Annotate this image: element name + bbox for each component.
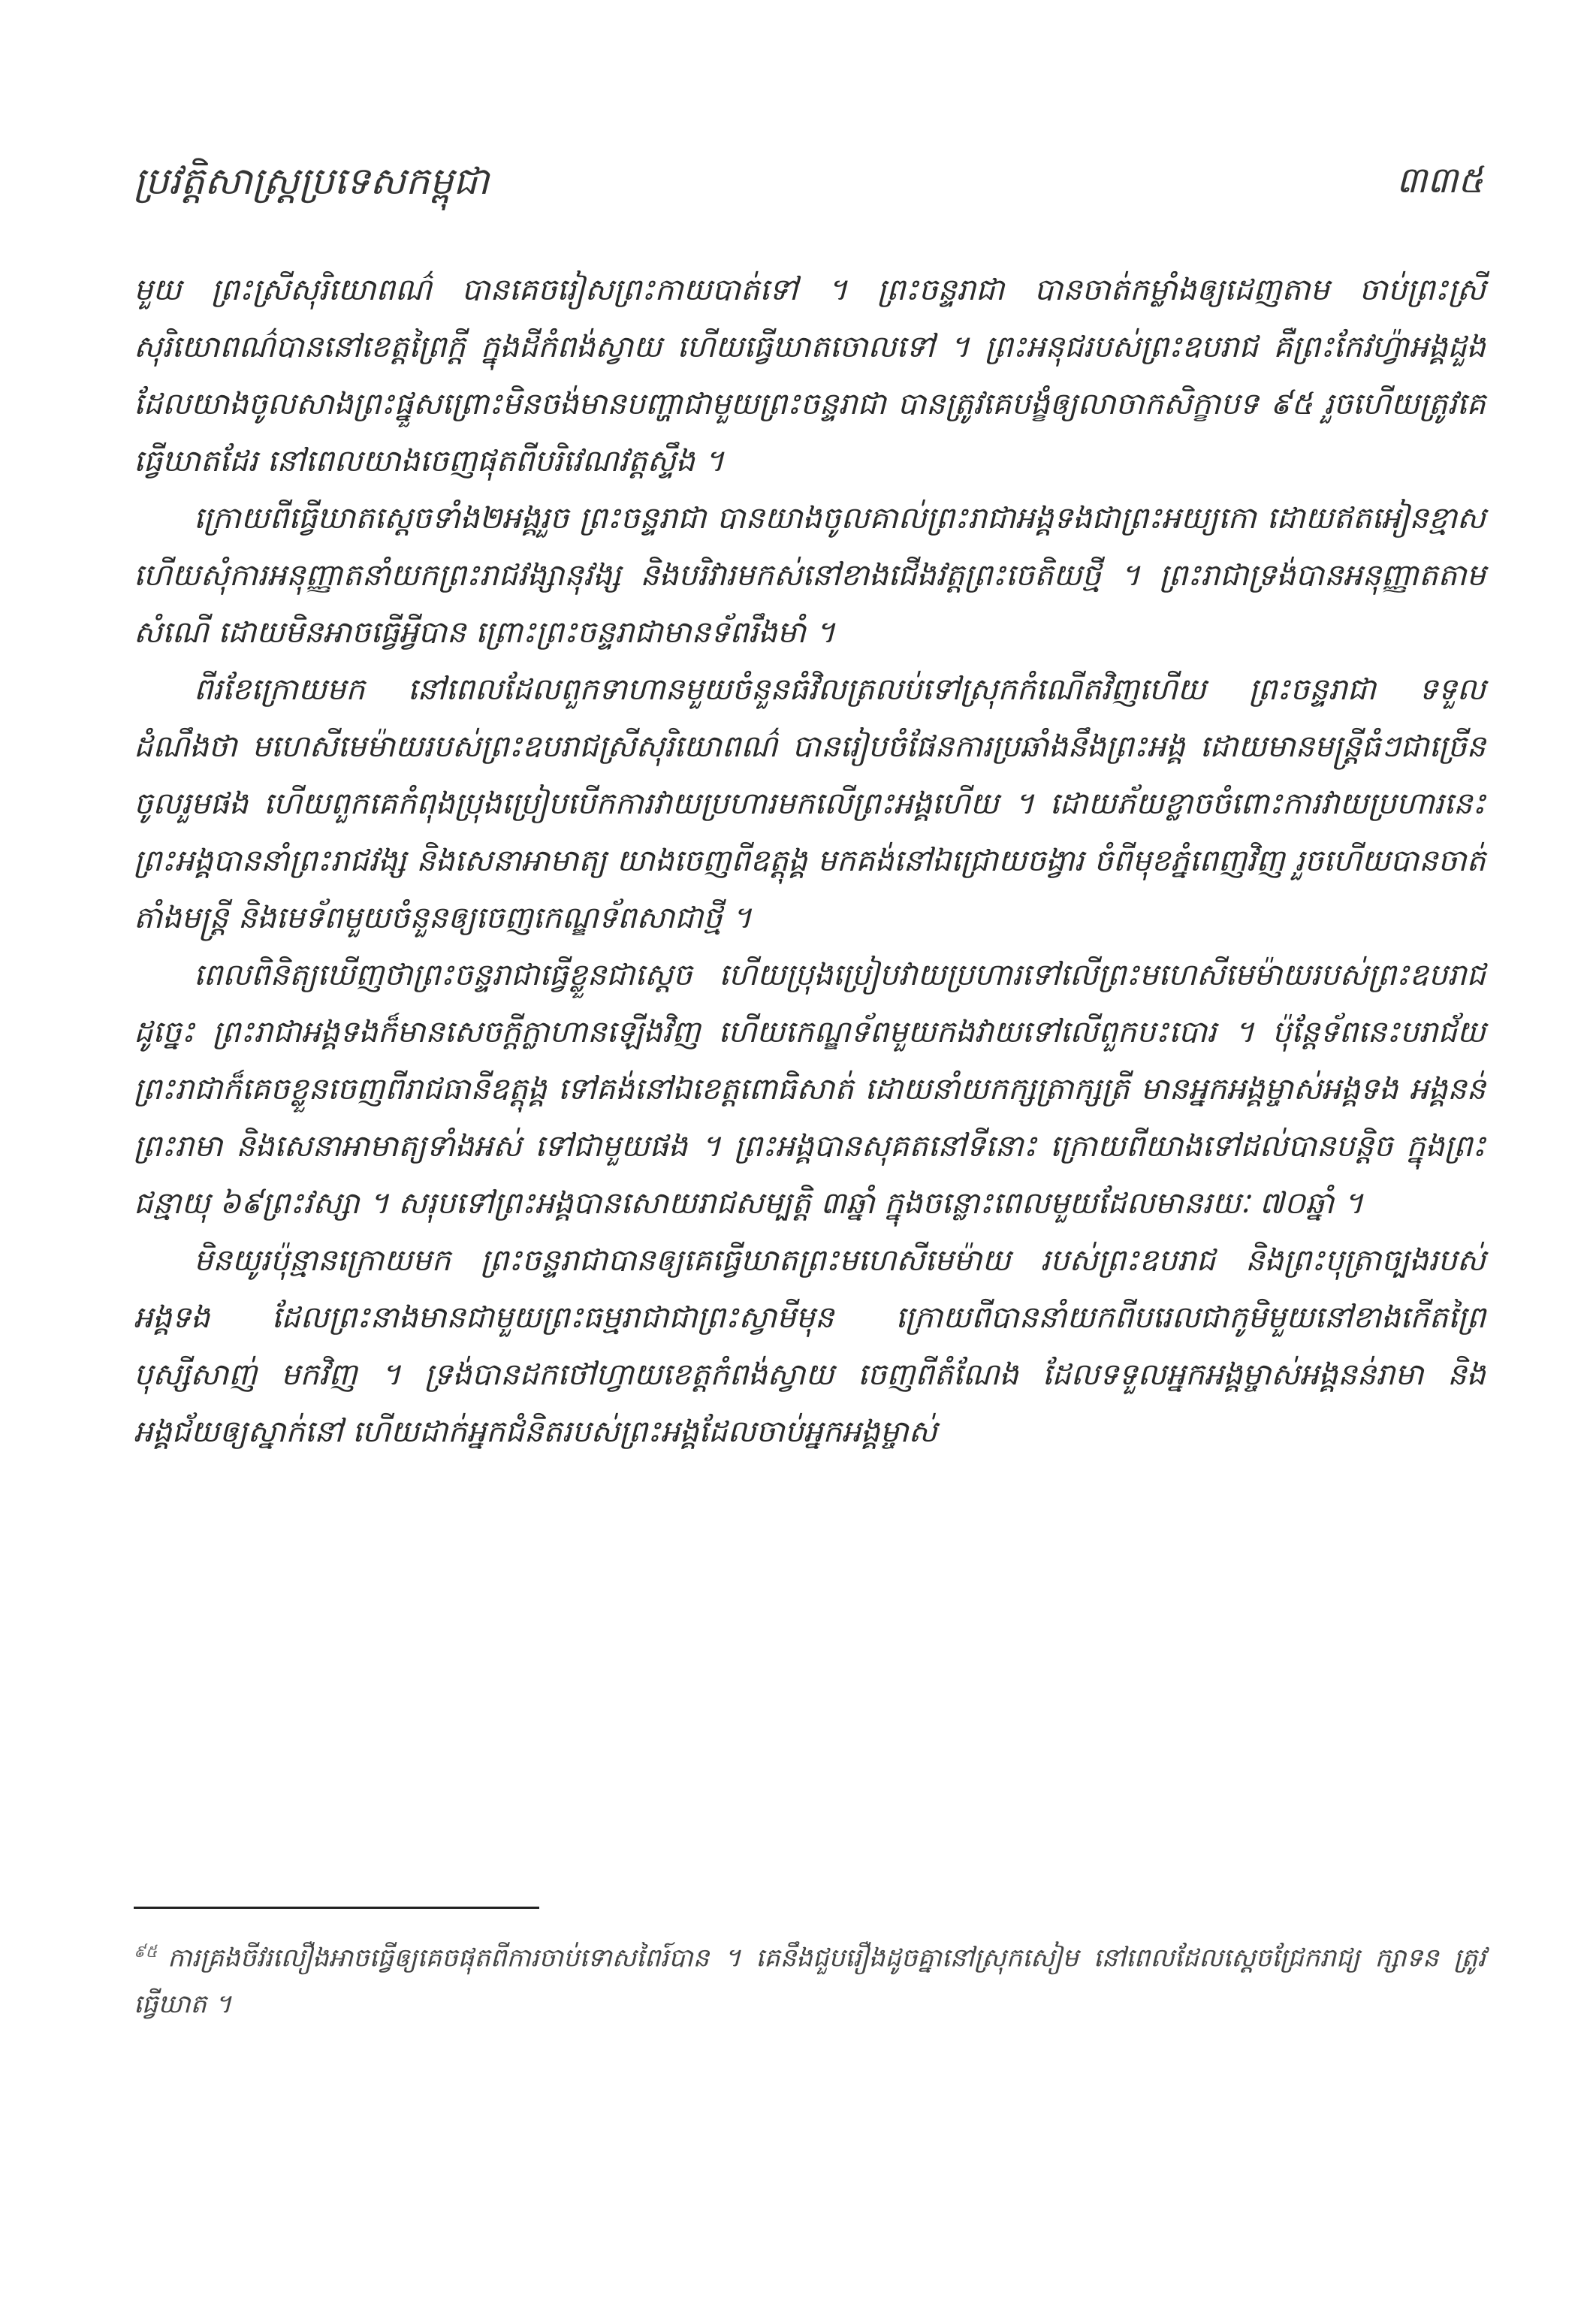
body-text bbox=[134, 261, 1486, 1460]
paragraph-2: ក្រោយពីធ្វើឃាតស្ដេចទាំង២អង្គរួច ព្រះចន្ទរាជា បានយាងចូលគាល់ព្រះរាជាអង្គទងជាព្រះអយ្យកោ ដោយឥតអៀនខ្មាស ហើយសុំការអនុញ្ញាតនាំយកព្រះរាជវង្សានុវង្ស និងបរិវារមកស់នៅខាងជើងវត្តព្រះចេតិយថ្មី ។ ព្រះរាជាទ្រង់បានអនុញ្ញាតតាមសំណើ ដោយមិនអាចធ្វើអ្វីបាន ព្រោះព្រះចន្ទរាជាមានទ័ពរឹងមាំ ។ bbox=[134, 501, 1486, 650]
paragraph-3: ពីរខែក្រោយមក នៅពេលដែលពួកទាហានមួយចំនួនធំវិលត្រលប់ទៅស្រុកកំណើតវិញហើយ ព្រះចន្ទរាជា ទទួលដំណឹងថា មហេសីមេម៉ាយរបស់ព្រះឧបរាជស្រីសុរិយោពណ៌ បានរៀបចំផែនការប្រឆាំងនឹងព្រះអង្គ ដោយមានមន្ត្រីធំៗជាច្រើនចូលរួមផង ហើយពួកគេកំពុងប្រុងប្រៀបបើកការវាយប្រហារមកលើព្រះអង្គហើយ ។ ដោយភ័យខ្លាចចំពោះការវាយប្រហារនេះ ព្រះអង្គបាននាំព្រះរាជវង្ស និងសេនាអាមាត្យ យាងចេញពីឧត្តុង្គ មកគង់នៅឯជ្រោយចង្វារ ចំពីមុខភ្នំពេញវិញ រួចហើយបានចាត់តាំងមន្ត្រី និងមេទ័ពមួយចំនួនឲ្យចេញកេណ្ឌទ័ពសាជាថ្មី ។ bbox=[134, 672, 1486, 935]
footnote-text: ការគ្រងចីវរលឿងអាចធ្វើឲ្យគេចផុតពីការចាប់ទោសពៃរ៍បាន ។ គេនឹងជួបរឿងដូចគ្នានៅស្រុកសៀម នៅពេលដែលស្ដេចជ្រែករាជ្យ ក្សាទន ត្រូវធ្វើឃាត ។ bbox=[134, 1943, 1486, 2020]
footnote-divider bbox=[134, 1907, 539, 1909]
page-number: ៣៣៥ bbox=[1395, 159, 1483, 201]
paragraph-1: មួយ ព្រះស្រីសុរិយោពណ៌ បានគេចរៀសព្រះកាយបាត់ទៅ ។ ព្រះចន្ទរាជា បានចាត់កម្លាំងឲ្យដេញតាម ចាប់ព្រះស្រីសុរិយោពណ៌បាននៅខេត្តព្រៃក្ដី ក្នុងដីកំពង់ស្វាយ ហើយធ្វើឃាតចោលទៅ ។ ព្រះអនុជរបស់ព្រះឧបរាជ គឺព្រះកែវហ្វ៉ាអង្គដួង ដែលយាងចូលសាងព្រះផ្នួសព្រោះមិនចង់មានបញ្ហាជាមួយព្រះចន្ទរាជា បានត្រូវគេបង្ខំឲ្យលាចាកសិក្ខាបទ ៩៥ រួចហើយត្រូវគេធ្វើឃាតដែរ នៅពេលយាងចេញផុតពីបរិវេណវត្តស្ទឹង ។ bbox=[134, 273, 1486, 479]
footnote-marker: ៩៥ bbox=[134, 1943, 158, 1961]
paragraph-5: មិនយូរប៉ុន្មានក្រោយមក ព្រះចន្ទរាជាបានឲ្យគេធ្វើឃាតព្រះមហេសីមេម៉ាយ របស់ព្រះឧបរាជ និងព្រះបុត្រាច្បងរបស់អង្គទង ដែលព្រះនាងមានជាមួយព្រះធម្មរាជាជាព្រះស្វាមីមុន ក្រោយពីបាននាំយកពីបរេលជាកូមិមួយនៅខាងកើតព្រៃបុស្សីសាញ់ មកវិញ ។ ទ្រង់បានដកថៅហ្វាយខេត្តកំពង់ស្វាយ ចេញពីតំណែង ដែលទទួលអ្នកអង្គម្ចាស់អង្គនន់រាមា និងអង្គជ័យឲ្យស្នាក់នៅ ហើយដាក់អ្នកជំនិតរបស់ព្រះអង្គដែលចាប់អ្នកអង្គម្ចាស់ bbox=[134, 1243, 1486, 1449]
running-title: ប្រវត្តិសាស្ត្រប្រទេសកម្ពុជា bbox=[134, 159, 490, 203]
paragraph-4: ពេលពិនិត្យឃើញថាព្រះចន្ទរាជាធ្វើខ្លួនជាស្ដេច ហើយប្រុងប្រៀបវាយប្រហារទៅលើព្រះមហេសីមេម៉ាយរបស់ព្រះឧបរាជដូច្នេះ ព្រះរាជាអង្គទងក៏មានសេចក្ដីក្លាហានឡើងវិញ ហើយកេណ្ឌទ័ពមួយកងវាយទៅលើពួកបះបោរ ។ ប៉ុន្តែទ័ពនេះបរាជ័យ ព្រះរាជាក៏គេចខ្លួនចេញពីរាជធានីឧត្តុង្គ ទៅគង់នៅឯខេត្តពោធិសាត់ ដោយនាំយកក្សត្រាក្សត្រី មានអ្នកអង្គម្ចាស់អង្គទង អង្គនន់ ព្រះរាមា និងសេនាអាមាត្យទាំងអស់ ទៅជាមួយផង ។ ព្រះអង្គបានសុគតនៅទីនោះ ក្រោយពីយាងទៅដល់បានបន្តិច ក្នុងព្រះជន្មាយុ ៦៩ព្រះវស្សា ។ សរុបទៅព្រះអង្គបានសោយរាជសម្បត្តិ ៣ឆ្នាំ ក្នុងចន្លោះពេលមួយដែលមានរយៈ ៧០ឆ្នាំ ។ bbox=[134, 958, 1486, 1221]
footnote bbox=[134, 1929, 1486, 2028]
